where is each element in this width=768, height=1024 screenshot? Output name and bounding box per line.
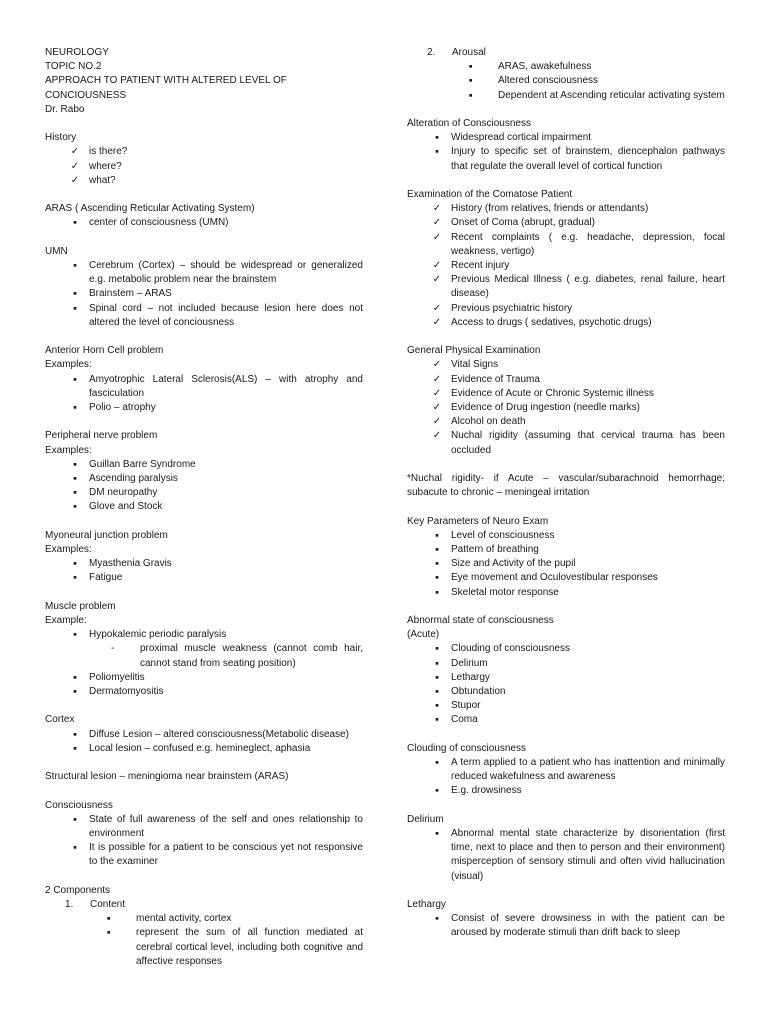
- bullet-list-item: [407, 912, 725, 940]
- list-item-text: Guillan Barre Syndrome: [89, 458, 196, 470]
- bullet-list-item: [45, 813, 363, 841]
- sub-bullet-list-item: [407, 74, 725, 88]
- bullet-list-item: [407, 713, 725, 727]
- spacer: [407, 728, 725, 742]
- list-item-text: what?: [89, 174, 116, 186]
- bullet-list-item: [45, 216, 363, 230]
- spacer: [45, 330, 363, 344]
- checkmark-icon: ✓: [432, 203, 442, 215]
- list-item-text: Myasthenia Gravis: [89, 558, 172, 570]
- text-line: Peripheral nerve problem: [45, 430, 158, 442]
- square-bullet-icon: ■: [73, 632, 77, 639]
- square-bullet-icon: ■: [469, 92, 473, 99]
- check-list-item: [407, 387, 725, 401]
- spacer: [407, 458, 725, 472]
- square-bullet-icon: ■: [73, 689, 77, 696]
- text-line: (Acute): [407, 629, 440, 641]
- list-item-text: Clouding of consciousness: [451, 643, 570, 655]
- spacer: [45, 756, 363, 770]
- checkmark-icon: ✓: [432, 359, 442, 371]
- list-item-text: Pattern of breathing: [451, 544, 539, 556]
- checkmark-icon: ✓: [70, 146, 80, 158]
- list-item-text: Arousal: [452, 47, 486, 58]
- note-paragraph: *Nuchal rigidity- if Acute – vascular/subarachnoid hemorrhage; subacute to chronic – meningeal irritation: [407, 473, 728, 499]
- text-line: Consciousness: [45, 799, 113, 811]
- sub-bullet-list-item: [407, 60, 725, 74]
- square-bullet-icon: ■: [435, 149, 439, 156]
- square-bullet-icon: ■: [73, 561, 77, 568]
- list-item-text: Stupor: [451, 700, 481, 712]
- square-bullet-icon: ■: [73, 305, 77, 312]
- square-bullet-icon: ■: [435, 831, 439, 838]
- bullet-list-item: [45, 259, 363, 287]
- checkmark-icon: ✓: [432, 416, 442, 428]
- list-item-text: Recent complaints ( e.g. headache, depression, focal weakness, vertigo): [451, 231, 725, 257]
- text-line: Examples:: [45, 544, 92, 556]
- bullet-list-item: [45, 486, 363, 500]
- spacer: [407, 500, 725, 514]
- spacer: [45, 117, 363, 131]
- text-line: Examples:: [45, 359, 92, 371]
- list-item-text: Previous Medical Illness ( e.g. diabetes, renal failure, heart disease): [451, 274, 725, 300]
- list-item-text: Nuchal rigidity (assuming that cervical trauma has been occluded: [451, 430, 725, 456]
- list-item-text: Abnormal mental state characterize by disorientation (first time, next to place and then to person and their environment) misperception of sensory stimuli and often vivid hallucination (visual): [451, 828, 725, 882]
- spacer: [407, 799, 725, 813]
- text-line: Anterior Horn Cell problem: [45, 345, 164, 357]
- text-line: Examples:: [45, 444, 92, 456]
- list-item-text: Polio – atrophy: [89, 402, 156, 414]
- check-list-item: [407, 429, 725, 457]
- list-item-text: center of consciousness (UMN): [89, 217, 229, 229]
- bullet-list-item: [407, 642, 725, 656]
- spacer: [45, 586, 363, 600]
- list-item-text: Fatigue: [89, 572, 123, 584]
- sub-bullet-list-item: [407, 89, 725, 103]
- bullet-list-item: [45, 685, 363, 699]
- list-item-text: Lethargy: [451, 671, 490, 683]
- list-item-text: Hypokalemic periodic paralysis: [89, 629, 227, 641]
- square-bullet-icon: ■: [435, 916, 439, 923]
- text-line: Cortex: [45, 714, 75, 726]
- list-item-text: Evidence of Drug ingestion (needle marks): [451, 402, 640, 414]
- list-item-text: is there?: [89, 146, 128, 158]
- text-line: Alteration of Consciousness: [407, 118, 531, 129]
- square-bullet-icon: ■: [107, 916, 111, 923]
- list-item-text: Spinal cord – not included because lesion here does not altered the level of conciousness: [89, 302, 363, 328]
- check-list-item: [45, 145, 363, 159]
- text-line: General Physical Examination: [407, 345, 541, 357]
- check-list-item: [407, 373, 725, 387]
- list-number: 2.: [427, 47, 436, 58]
- square-bullet-icon: ■: [73, 731, 77, 738]
- square-bullet-icon: ■: [435, 660, 439, 667]
- square-bullet-icon: ■: [107, 930, 111, 937]
- square-bullet-icon: ■: [435, 760, 439, 767]
- list-item-text: Delirium: [451, 657, 488, 669]
- square-bullet-icon: ■: [73, 476, 77, 483]
- numbered-list-item: [45, 898, 363, 912]
- square-bullet-icon: ■: [435, 646, 439, 653]
- square-bullet-icon: ■: [73, 575, 77, 582]
- text-line: UMN: [45, 245, 68, 257]
- text-line: Abnormal state of consciousness: [407, 615, 554, 627]
- text-line: Key Parameters of Neuro Exam: [407, 515, 549, 527]
- bullet-list-item: [45, 841, 363, 869]
- list-item-text: Size and Activity of the pupil: [451, 558, 576, 570]
- square-bullet-icon: ■: [73, 376, 77, 383]
- left-column: [45, 46, 363, 969]
- list-item-text: Local lesion – confused e.g. hemineglect, aphasia: [89, 742, 311, 754]
- square-bullet-icon: ■: [73, 845, 77, 852]
- spacer: [407, 174, 725, 188]
- bullet-list-item: [407, 671, 725, 685]
- list-item-text: Altered consciousness: [498, 75, 599, 87]
- list-item-text: Evidence of Acute or Chronic Systemic illness: [451, 387, 654, 399]
- bullet-list-item: [407, 543, 725, 557]
- text-line: 2 Components: [45, 884, 111, 896]
- bullet-list-item: [45, 458, 363, 472]
- spacer: [45, 415, 363, 429]
- bullet-list-item: [407, 699, 725, 713]
- checkmark-icon: ✓: [432, 260, 442, 272]
- bullet-list-item: [45, 302, 363, 330]
- square-bullet-icon: ■: [73, 816, 77, 823]
- checkmark-icon: ✓: [432, 231, 442, 243]
- list-item-text: Eye movement and Oculovestibular responses: [451, 572, 658, 584]
- checkmark-icon: ✓: [432, 316, 442, 328]
- text-line: ARAS ( Ascending Reticular Activating System): [45, 203, 255, 215]
- spacer: [45, 515, 363, 529]
- list-item-text: Alcohol on death: [451, 416, 526, 428]
- square-bullet-icon: ■: [469, 78, 473, 85]
- check-list-item: [407, 401, 725, 415]
- checkmark-icon: ✓: [432, 274, 442, 286]
- list-item-text: DM neuropathy: [89, 487, 158, 499]
- square-bullet-icon: ■: [435, 689, 439, 696]
- list-item-text: Injury to specific set of brainstem, diencephalon pathways that regulate the overall level of cortical function: [451, 146, 725, 172]
- list-item-text: Onset of Coma (abrupt, gradual): [451, 217, 595, 229]
- square-bullet-icon: ■: [73, 745, 77, 752]
- list-item-text: Cerebrum (Cortex) – should be widespread or generalized e.g. metabolic problem near the brainstem: [89, 260, 363, 286]
- bullet-list-item: [407, 657, 725, 671]
- text-line: Dr. Rabo: [45, 103, 85, 115]
- check-list-item: [407, 259, 725, 273]
- text-line: History: [45, 132, 77, 144]
- bullet-list-item: [407, 529, 725, 543]
- checkmark-icon: ✓: [70, 160, 80, 172]
- list-item-text: mental activity, cortex: [136, 913, 232, 925]
- list-item-text: Recent injury: [451, 260, 510, 272]
- list-item-text: ARAS, awakefulness: [498, 61, 592, 73]
- list-item-text: E.g. drowsiness: [451, 785, 522, 797]
- square-bullet-icon: ■: [435, 135, 439, 142]
- list-item-text: A term applied to a patient who has inattention and minimally reduced wakefulness and awareness: [451, 757, 725, 783]
- spacer: [407, 103, 725, 117]
- bullet-list-item: [45, 671, 363, 685]
- spacer: [45, 784, 363, 798]
- spacer: [45, 870, 363, 884]
- square-bullet-icon: ■: [73, 263, 77, 269]
- bullet-list-item: [407, 557, 725, 571]
- check-list-item: [407, 358, 725, 372]
- check-list-item: [407, 302, 725, 316]
- square-bullet-icon: ■: [435, 547, 439, 554]
- list-item-text: Evidence of Trauma: [451, 373, 540, 385]
- bullet-list-item: [45, 742, 363, 756]
- dash-list-item: [45, 642, 363, 670]
- list-item-text: Widespread cortical impairment: [451, 132, 592, 144]
- check-list-item: [45, 160, 363, 174]
- text-line: Example:: [45, 615, 87, 627]
- square-bullet-icon: ■: [73, 490, 77, 497]
- check-list-item: [407, 216, 725, 230]
- square-bullet-icon: ■: [73, 291, 77, 298]
- bullet-list-item: [407, 756, 725, 784]
- list-item-text: Ascending paralysis: [89, 473, 178, 485]
- list-item-text: Glove and Stock: [89, 501, 163, 513]
- square-bullet-icon: ■: [73, 674, 77, 681]
- list-item-text: Skeletal motor response: [451, 586, 559, 598]
- square-bullet-icon: ■: [435, 703, 439, 710]
- list-item-text: Amyotrophic Lateral Sclerosis(ALS) – with atrophy and fasciculation: [89, 373, 363, 399]
- square-bullet-icon: ■: [435, 589, 439, 596]
- list-item-text: It is possible for a patient to be conscious yet not responsive to the examiner: [89, 842, 363, 868]
- list-item-text: State of full awareness of the self and ones relationship to environment: [89, 813, 363, 840]
- spacer: [45, 699, 363, 713]
- bullet-list-item: [407, 571, 725, 585]
- check-list-item: [407, 202, 725, 216]
- list-item-text: Dermatomyositis: [89, 686, 164, 698]
- list-item-text: Previous psychiatric history: [451, 302, 573, 314]
- square-bullet-icon: ■: [435, 717, 439, 724]
- sub-bullet-list-item: [45, 926, 363, 969]
- bullet-list-item: [407, 586, 725, 600]
- bullet-list-item: [45, 401, 363, 415]
- bullet-list-item: [407, 827, 725, 884]
- square-bullet-icon: ■: [435, 788, 439, 795]
- text-line: Structural lesion – meningioma near brainstem (ARAS): [45, 771, 289, 783]
- list-item-text: Brainstem – ARAS: [89, 288, 172, 300]
- bullet-list-item: [45, 287, 363, 301]
- checkmark-icon: ✓: [432, 217, 442, 229]
- checkmark-icon: ✓: [70, 174, 80, 186]
- sub-bullet-list-item: [45, 912, 363, 926]
- list-number: 1.: [65, 899, 74, 911]
- list-item-text: where?: [89, 160, 122, 172]
- text-line: Delirium: [407, 813, 444, 825]
- list-item-text: Dependent at Ascending reticular activating system: [498, 89, 725, 101]
- list-item-text: Vital Signs: [451, 359, 499, 371]
- list-item-text: Content: [90, 899, 126, 911]
- spacer: [45, 231, 363, 245]
- square-bullet-icon: ■: [73, 220, 77, 227]
- list-item-text: Access to drugs ( sedatives, psychotic drugs): [451, 316, 652, 328]
- text-line: Examination of the Comatose Patient: [407, 189, 573, 200]
- numbered-list-item: [407, 46, 725, 60]
- checkmark-icon: ✓: [432, 387, 442, 399]
- text-line: TOPIC NO.2: [45, 61, 102, 73]
- text-line: Muscle problem: [45, 600, 116, 612]
- bullet-list-item: [407, 131, 725, 145]
- spacer: [45, 188, 363, 202]
- checkmark-icon: ✓: [432, 402, 442, 414]
- checkmark-icon: ✓: [432, 430, 442, 442]
- list-item-text: History (from relatives, friends or attendants): [451, 203, 649, 215]
- list-item-text: Poliomyelitis: [89, 671, 145, 683]
- check-list-item: [45, 174, 363, 188]
- list-item-text: represent the sum of all function mediated at cerebral cortical level, including both cognitive and affective responses: [136, 927, 363, 967]
- square-bullet-icon: ■: [73, 504, 77, 511]
- square-bullet-icon: ■: [469, 64, 473, 71]
- bullet-list-item: [45, 728, 363, 742]
- text-line: NEUROLOGY: [45, 47, 109, 58]
- list-item-text: Diffuse Lesion – altered consciousness(Metabolic disease): [89, 728, 349, 740]
- list-item-text: Obtundation: [451, 686, 506, 698]
- check-list-item: [407, 316, 725, 330]
- dash-bullet-icon: -: [111, 643, 115, 655]
- list-item-text: Consist of severe drowsiness in with the patient can be aroused by moderate stimuli than drift back to sleep: [451, 913, 725, 939]
- list-item-text: proximal muscle weakness (cannot comb hair, cannot stand from seating position): [140, 643, 363, 669]
- text-line: Lethargy: [407, 899, 446, 911]
- text-line: APPROACH TO PATIENT WITH ALTERED LEVEL OF CONCIOUSNESS: [45, 75, 290, 101]
- square-bullet-icon: ■: [435, 674, 439, 681]
- text-line: Clouding of consciousness: [407, 742, 526, 754]
- bullet-list-item: [45, 571, 363, 585]
- checkmark-icon: ✓: [432, 373, 442, 385]
- bullet-list-item: [45, 472, 363, 486]
- bullet-list-item: [45, 628, 363, 642]
- square-bullet-icon: ■: [435, 561, 439, 568]
- bullet-list-item: [407, 145, 725, 173]
- bullet-list-item: [45, 500, 363, 514]
- spacer: [407, 884, 725, 898]
- check-list-item: [407, 415, 725, 429]
- spacer: [407, 600, 725, 614]
- list-item-text: Coma: [451, 714, 478, 726]
- checkmark-icon: ✓: [432, 302, 442, 314]
- bullet-list-item: [407, 685, 725, 699]
- list-item-text: Level of consciousness: [451, 529, 555, 541]
- check-list-item: [407, 231, 725, 259]
- right-column: [407, 46, 728, 941]
- check-list-item: [407, 273, 725, 301]
- bullet-list-item: [45, 557, 363, 571]
- bullet-list-item: [407, 784, 725, 798]
- square-bullet-icon: ■: [435, 532, 439, 539]
- square-bullet-icon: ■: [73, 405, 77, 412]
- square-bullet-icon: ■: [435, 575, 439, 582]
- text-line: Myoneural junction problem: [45, 529, 168, 541]
- square-bullet-icon: ■: [73, 461, 77, 468]
- spacer: [407, 330, 725, 344]
- bullet-list-item: [45, 373, 363, 401]
